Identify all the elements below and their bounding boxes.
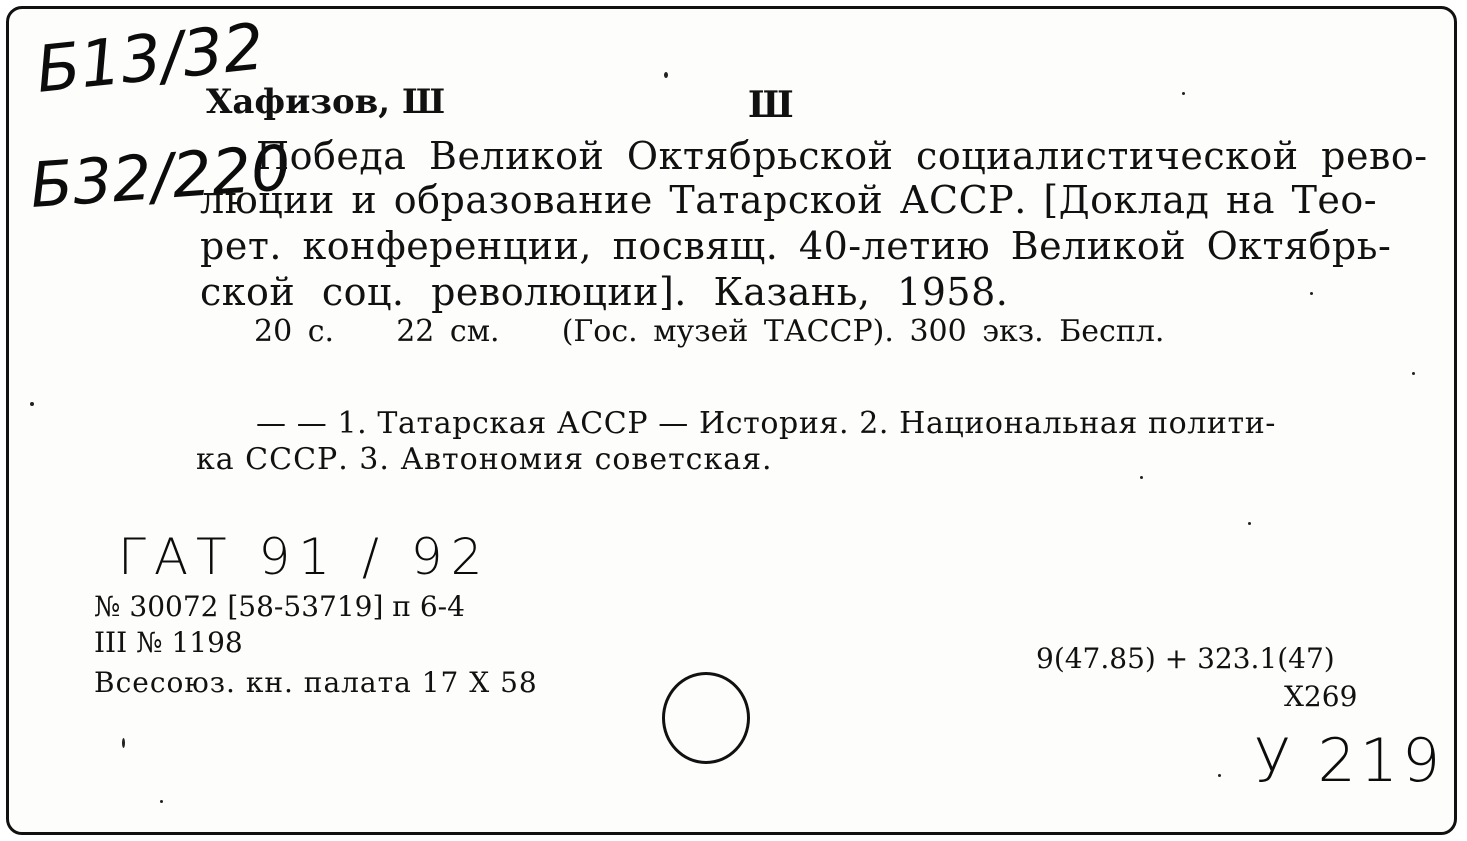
record-number: № 30072 [58-53719] п 6-4 bbox=[94, 590, 465, 623]
speck bbox=[664, 72, 668, 78]
author-heading: Хафизов, Ш bbox=[206, 82, 446, 122]
physical-description: 20 с. 22 см. (Гос. музей ТАССР). 300 экз. Беспл. bbox=[254, 314, 1165, 349]
description-line: Победа Великой Октябрьской социалистической рево- bbox=[256, 134, 1428, 178]
description-line: люции и образование Татарской АССР. [Доклад на Тео- bbox=[200, 178, 1378, 222]
index-letter: Ш bbox=[748, 84, 794, 126]
subjects-line: — — 1. Татарская АССР — История. 2. Национальная полити- bbox=[256, 406, 1277, 441]
speck bbox=[1218, 774, 1221, 777]
catalog-number: III № 1198 bbox=[94, 626, 243, 659]
handwritten-shelfmark-1: Б13/32 bbox=[32, 10, 268, 108]
punch-hole bbox=[662, 672, 750, 764]
subjects-line: ка СССР. 3. Автономия советская. bbox=[196, 442, 773, 477]
handwritten-bottom-mark: У 219 bbox=[1254, 726, 1445, 796]
speck bbox=[122, 738, 125, 748]
description-line: ской соц. революции]. Казань, 1958. bbox=[200, 270, 1009, 314]
speck bbox=[1182, 92, 1185, 95]
publisher-line: Всесоюз. кн. палата 17 X 58 bbox=[94, 666, 538, 699]
speck bbox=[1310, 292, 1313, 295]
handwritten-shelfmark-2: Б32/220 bbox=[27, 130, 293, 223]
speck bbox=[1412, 372, 1415, 375]
speck bbox=[30, 402, 34, 406]
handwritten-code: ГАТ 91 / 92 bbox=[118, 528, 491, 586]
description-line: рет. конференции, посвящ. 40-летию Великой Октябрь- bbox=[200, 224, 1392, 268]
speck bbox=[1248, 522, 1251, 525]
speck bbox=[160, 800, 163, 803]
speck bbox=[1140, 476, 1143, 479]
classification-code: 9(47.85) + 323.1(47) bbox=[1036, 642, 1335, 675]
author-mark: Х269 bbox=[1284, 680, 1358, 713]
